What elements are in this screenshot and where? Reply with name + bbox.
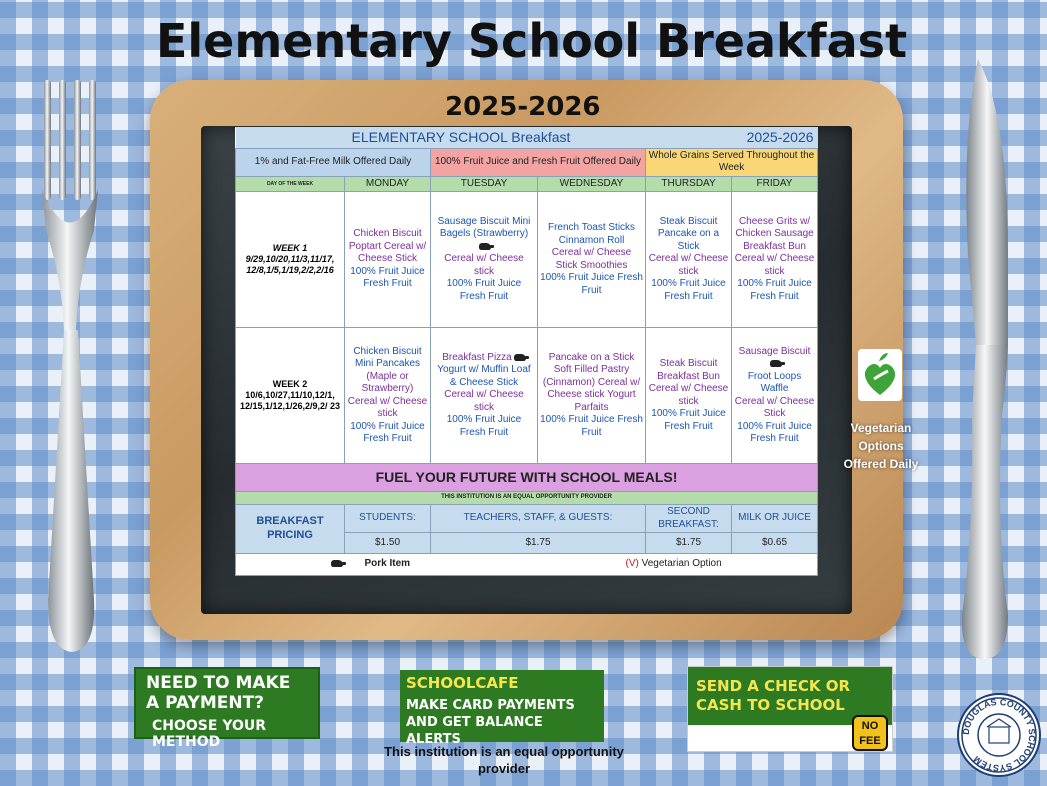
week2-wednesday-items: Pancake on a Stick Soft Filled Pastry (Cinnamon) Cereal w/ Cheese stick Yogurt Parfaits bbox=[542, 351, 641, 413]
pork-icon bbox=[514, 354, 526, 361]
students-price: $1.50 bbox=[345, 533, 431, 554]
week1-label-cell bbox=[236, 192, 345, 328]
week1-dates: 9/29,10/20,11/3,11/17, 12/8,1/5,1/19,2/2,2/16 bbox=[245, 253, 335, 276]
legend-pork-icon-cell bbox=[236, 554, 345, 576]
footer-equal-opportunity: This institution is an equal opportunity provider bbox=[384, 744, 624, 776]
week1-label: WEEK 1 bbox=[272, 242, 308, 253]
veg-legend-text: Vegetarian Option bbox=[641, 558, 722, 570]
vegetarian-options-note: Vegetarian Options Offered Daily bbox=[843, 421, 919, 471]
second-breakfast-price: $1.75 bbox=[646, 533, 732, 554]
week2-friday bbox=[732, 328, 818, 464]
vegetarian-heart-icon bbox=[858, 349, 902, 401]
staff-price-label: TEACHERS, STAFF, & GUESTS: bbox=[431, 505, 646, 533]
week1-friday-fruit: 100% Fruit Juice Fresh Fruit bbox=[737, 278, 812, 302]
milk-juice-price-label: MILK OR JUICE bbox=[732, 505, 818, 533]
schoolcafe-title: SCHOOLCAFE bbox=[406, 674, 519, 692]
week2-tuesday-pizza: Breakfast Pizza bbox=[433, 352, 535, 365]
week1-tuesday-fruit: 100% Fruit Juice Fresh Fruit bbox=[446, 278, 522, 302]
schoolcafe-text: MAKE CARD PAYMENTS AND GET BALANCE ALERTS bbox=[406, 698, 575, 747]
fuel-banner: FUEL YOUR FUTURE WITH SCHOOL MEALS! bbox=[236, 464, 818, 492]
week2-friday-cereal: Cereal w/ Cheese Stick bbox=[734, 395, 815, 419]
week2-label: WEEK 2 bbox=[272, 378, 308, 389]
page-title: Elementary School Breakfast bbox=[155, 14, 908, 68]
grain-note: Whole Grains Served Throughout the Week bbox=[646, 148, 818, 176]
week1-tuesday bbox=[431, 192, 538, 328]
milk-juice-price: $0.65 bbox=[732, 533, 818, 554]
no-fee-badge: NO FEE bbox=[852, 715, 888, 751]
legend-pork-label: Pork Item bbox=[345, 554, 538, 576]
students-price-label: STUDENTS: bbox=[345, 505, 431, 533]
day-wednesday: WEDNESDAY bbox=[538, 176, 646, 192]
week1-thursday-fruit: 100% Fruit Juice Fresh Fruit bbox=[651, 278, 726, 302]
fork-icon bbox=[34, 80, 114, 660]
week1-wednesday-fruit: 100% Fruit Juice Fresh Fruit bbox=[540, 272, 643, 296]
week2-friday-sausage: Sausage Biscuit bbox=[734, 346, 815, 371]
week1-monday-items: Chicken Biscuit Poptart Cereal w/ Cheese Stick bbox=[348, 228, 427, 265]
juice-note: 100% Fruit Juice and Fresh Fruit Offered Daily bbox=[431, 148, 646, 176]
second-breakfast-label: SECOND BREAKFAST: bbox=[646, 505, 732, 533]
week1-thursday bbox=[646, 192, 732, 328]
week1-tuesday-cereal: Cereal w/ Cheese stick bbox=[444, 253, 524, 277]
week1-monday-fruit: 100% Fruit Juice Fresh Fruit bbox=[350, 265, 425, 290]
pork-icon bbox=[479, 243, 491, 250]
week2-thursday-items: Steak Biscuit Breakfast Bun Cereal w/ Cheese stick bbox=[648, 358, 729, 407]
school-year-heading: 2025-2026 bbox=[445, 92, 601, 122]
week1-wednesday-items: French Toast Sticks Cinnamon Roll bbox=[547, 222, 636, 246]
week2-friday-fruit: 100% Fruit Juice Fresh Fruit bbox=[737, 420, 812, 444]
check-cash-box bbox=[687, 666, 893, 752]
week2-dates: 10/6,10/27,11/10,12/1, 12/15,1/12,1/26,2/9,2/ 23 bbox=[239, 389, 341, 412]
day-of-week-label: DAY OF THE WEEK bbox=[236, 176, 345, 192]
menu-header-title: ELEMENTARY SCHOOL Breakfast bbox=[236, 127, 646, 148]
week2-label-cell bbox=[236, 328, 345, 464]
week2-thursday bbox=[646, 328, 732, 464]
week2-tuesday-fruit: 100% Fruit Juice Fresh Fruit bbox=[446, 414, 522, 438]
week2-wednesday-fruit: 100% Fruit Juice Fresh Fruit bbox=[540, 414, 643, 438]
pork-icon bbox=[770, 360, 782, 367]
payment-prompt: NEED TO MAKE A PAYMENT? bbox=[146, 673, 291, 714]
week2-friday-items: Froot Loops Waffle bbox=[747, 370, 802, 394]
day-friday: FRIDAY bbox=[732, 176, 818, 192]
week1-thursday-cereal: Cereal w/ Cheese stick bbox=[648, 253, 729, 277]
week1-friday bbox=[732, 192, 818, 328]
week2-monday-items: Chicken Biscuit Mini Pancakes bbox=[353, 345, 422, 369]
knife-icon bbox=[938, 55, 1023, 665]
menu-header-year: 2025-2026 bbox=[646, 127, 818, 148]
payment-choose: CHOOSE YOUR METHOD bbox=[152, 717, 267, 750]
day-thursday: THURSDAY bbox=[646, 176, 732, 192]
week1-thursday-items: Steak Biscuit Pancake on a Stick bbox=[657, 215, 720, 252]
week2-monday-fruit: 100% Fruit Juice Fresh Fruit bbox=[350, 420, 425, 444]
milk-note: 1% and Fat-Free Milk Offered Daily bbox=[236, 148, 431, 176]
week1-monday bbox=[345, 192, 431, 328]
equal-opportunity-banner: THIS INSTITUTION IS AN EQUAL OPPORTUNITY PROVIDER bbox=[236, 492, 818, 505]
check-cash-text: SEND A CHECK OR CASH TO SCHOOL bbox=[688, 667, 892, 725]
week2-tuesday bbox=[431, 328, 538, 464]
staff-price: $1.75 bbox=[431, 533, 646, 554]
day-monday: MONDAY bbox=[345, 176, 431, 192]
week2-thursday-fruit: 100% Fruit Juice Fresh Fruit bbox=[651, 408, 726, 432]
week1-wednesday-cereal: Cereal w/ Cheese Stick Smoothies bbox=[551, 247, 632, 271]
week1-tuesday-items: Sausage Biscuit Mini Bagels (Strawberry) bbox=[433, 216, 535, 254]
svg-text:DOUGLAS COUNTY SCHOOL SYSTEM: DOUGLAS COUNTY SCHOOL SYSTEM bbox=[960, 696, 1038, 774]
week2-monday-cereal: (Maple or Strawberry) Cereal w/ Cheese stick bbox=[347, 370, 428, 419]
breakfast-menu-table bbox=[235, 127, 817, 569]
week2-wednesday bbox=[538, 328, 646, 464]
week2-tuesday-cereal: Cereal w/ Cheese stick bbox=[444, 389, 524, 413]
payment-method-box bbox=[134, 667, 320, 750]
veg-marker: (V) bbox=[625, 558, 639, 570]
week2-monday bbox=[345, 328, 431, 464]
legend-veg bbox=[538, 554, 818, 576]
pricing-label: BREAKFAST PRICING bbox=[236, 505, 345, 554]
week1-friday-items: Cheese Grits w/ Chicken Sausage Breakfast Bun Cereal w/ Cheese stick bbox=[734, 215, 815, 277]
schoolcafe-box bbox=[400, 670, 604, 747]
week2-tuesday-items: Yogurt w/ Muffin Loaf & Cheese Stick bbox=[437, 364, 531, 388]
day-tuesday: TUESDAY bbox=[431, 176, 538, 192]
week1-wednesday bbox=[538, 192, 646, 328]
school-system-seal-logo bbox=[957, 693, 1041, 777]
pork-icon bbox=[331, 560, 343, 567]
